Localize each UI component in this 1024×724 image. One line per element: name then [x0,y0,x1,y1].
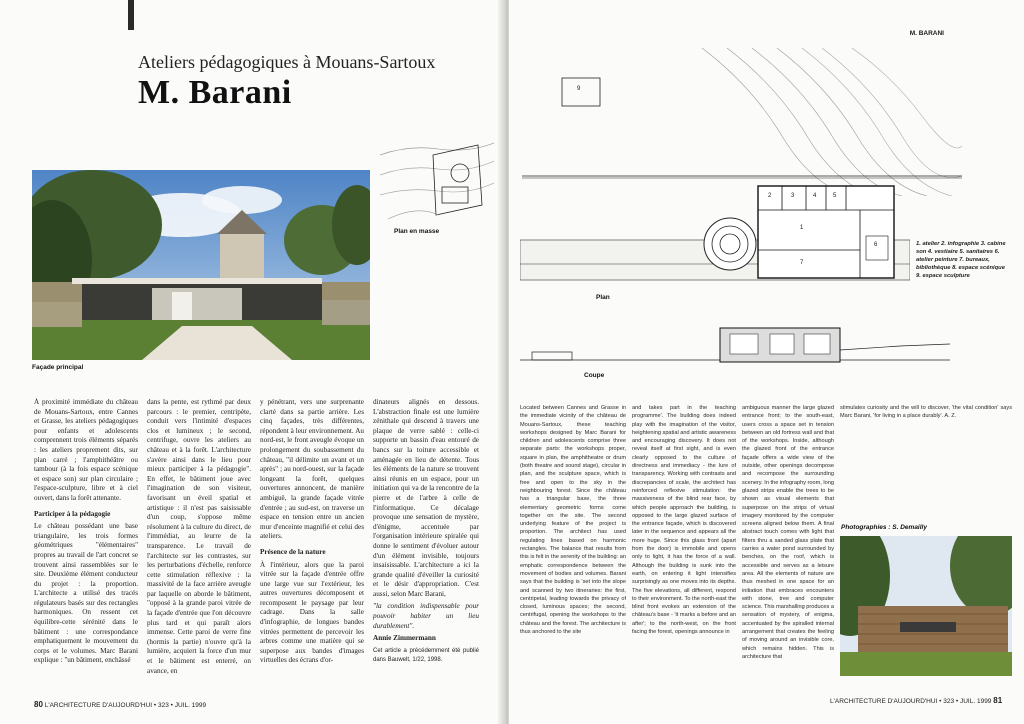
english-column-1: Located between Cannes and Grasse in the immediate vicinity of the château de Mouans-Sartoux, these teaching workshops designed by Marc Barani for children and adolescents comprise three separate parts: the workshops proper, square in plan, the amphitheatre or drum (both theatre and sound stage), circular in plan, and the sculpture space, which is free and open to the sky in the neighbouring forest. Since the château has a triangular base, the three elementary geometric forms come together on the site. The second underlying feature of the project is proportion. The architect has used regulating lines based on harmonic rectangles. The balance that results from this is felt in the serenity of the building: an emphatic correspondence between the movement of bodies and volumes. Barani says that the building is 'set into the slope and scanned by two itineraries: the first, centripetal, leading towards the privacy of closed, luminous spaces; the second, centrifugal, opening the workshops to the château and the forest. The architecture is thus anchored to the site [520,405,626,636]
text-column-4 [373,398,479,694]
plan-legend: 1. atelier 2. infographie 3. cabine son 4. vestiaire 5. sanitaires 6. atelier peinture 7. bureaux, bibliothèque 8. espace scénique 9. espace sculpture [916,241,1006,279]
article-title: Ateliers pédagogiques à Mouans-Sartoux [138,52,436,72]
photo-credit: Photographies : S. Demailly [841,524,927,531]
site-plan-drawing [522,46,962,196]
rear-facade-photo [840,536,1012,676]
page-folio-right [830,696,1002,705]
room-number: 2 [768,193,772,199]
page-folio-left [34,700,206,709]
text-column-2 [147,398,251,694]
page-number: 80 [34,700,43,709]
room-number: 1 [800,225,804,231]
page-number: 81 [993,696,1003,705]
english-column-4: stimulates curiosity and the will to discover, 'the vital condition' says Marc Barani, 'for living in a place durably'. A. Z. [840,405,1012,420]
mass-plan-drawing [378,135,496,225]
source-note: Cet article a précédemment été publié dans Bauwelt, 1/22, 1998. [373,647,479,664]
english-column-3: ambiguous manner the large glazed entrance front; to the south-east, users cross a space set in tension between an old fortress wall and that of the workshops. Inside, although the glazed front of the entrance façade offers a wide view of the outside, other openings decompose and recompose the surrounding scenery. In the infography room, long glazed strips enable the trees to be shown as visual elements that superpose on the strips of virtual imagery monitored by the computer screens aligned below them. A final abstract touch comes with light that filters thru a sanded glass plate that carries a water pond surrounded by benches, on the roof, which is accessible and serves as a leisure area. All the elements of nature are thus meshed in one space for an initiation that embraces encounters with stone, tree and computer science. This marshalling produces a sensation of mystery, of enigma, accentuated by the spiralled internal arrangement that creates the feeling of moving around an invisible core, which remains hidden. This is architecture that [742,405,834,660]
room-number: 6 [874,242,878,248]
paragraph: dans la pente, est rythmé par deux parcours : le premier, centripète, conduit vers l'intimité d'espaces clos et lumineux ; le second, centrifuge, ouvre les ateliers au château et à la forêt. L'architecture s'avère ainsi dans le lieu pour mieux participer à la pédagogie". En effet, le bâtiment joue avec l'imagination de son visiteur, favorisant un éveil spatial et artistique : il n'est pas saisissable d'un coup, s'oppose même résolument à la culture du direct, de l'immédiat, au leurre de la transparence. Le travail de l'architecte sur les contrastes, sur les perturbations d'échelle, renforce cette stimulation réflexive : la massivité de la face arrière aveugle par laquelle on aborde le bâtiment, "opposé à la grande paroi vitrée de la façade d'entrée que l'on découvre plus tard et qui paraît alors immense. Cette paroi de verre fine (hormis la partie) n'ouvre qu'à la lumière, acquiert la force d'un mur et le bâtiment est enterré, on avance, en [147,398,251,675]
magazine-name: L'ARCHITECTURE D'AUJOURD'HUI • 323 • JUIL. 1999 [44,702,207,709]
section-marker [128,0,134,30]
room-number: 5 [833,193,837,199]
photo-caption: Façade principal [32,364,84,371]
quote: "la condition indispensable pour pouvoir habiter un lieu durablement". [373,602,479,630]
plan-caption: Plan [596,294,610,301]
magazine-name: L'ARCHITECTURE D'AUJOURD'HUI • 323 • JUIL. 1999 [830,698,992,705]
text-column-1 [34,398,138,694]
paragraph: À l'intérieur, alors que la paroi vitrée sur la façade d'entrée offre une large vue sur l'extérieur, les autres ouvertures décomposent et recomposent le paysage par leur cadrage. Dans la salle d'infographie, de longues bandes vitrées permettent de percevoir les arbres comme une matière qui se superpose aux bandes d'images virtuelles des écrans d'or- [260,560,364,665]
paragraph: y pénétrant, vers une surprenante clarté dans sa partie arrière. Les cinq façades, très différentes, répondent à leur environnement. Au nord-est, le front aveugle évoque un prolongement du soubassement du château, "il délimite un avant et un après" ; au nord-ouest, sur la façade longeant la forêt, quelques ouvertures annoncent, de manière ambiguë, la grande façade vitrée d'entrée ; au sud-est, on traverse un espace en tension entre un ancien mur d'enceinte magnifié et celui des ateliers. [260,398,364,541]
subheading: Présence de la nature [260,547,326,556]
text-column-3 [260,398,364,694]
paragraph: Le château possédant une base triangulaire, les trois formes géométriques "élémentaires" propres au travail de l'art concret se trouvent ainsi rassemblées sur le site. Deuxième élément conducteur du projet : la proportion. L'architecte a utilisé des tracés régulateurs basés sur des rectangles harmoniques. On ressent cet équilibre-cette sérénité dans le bâtiment : une correspondance emphatiquement le mouvement du corps et le volumes. Marc Barani explique : "un bâtiment, enchâssé [34,522,138,665]
subheading: Participer à la pédagogie [34,509,111,518]
english-column-2: and takes part in the teaching programme'. The building does indeed play with the imagination of the visitor, heightening spatial and artistic awareness and encouraging discovery. It does not reveal itself at first sight, and is even clearly opposed to the culture of directness and immediacy - the lure of transparency. Working with contrasts and discrepancies of scale, the architect has reinforced reflexive stimulation: the massiveness of the blind rear face, by which people approach the building, is opposed to the large glazed surface of the entrance façade, which is discovered later in the sequence and appears all the more huge. Since this glass front (apart from the door) is immobile and opens only to light, it has the force of a wall. Although the building is sunk into the earth, on entering it light intensifies surprisingly as one moves into its depths. The five elevations, all different, respond to their environment. To the north-east the blind front evokes an extension of the château's base - 'it marks a before and an after'; to the north-west, on the front facing the forest, openings announce in [632,405,736,636]
site-plan-number: 9 [577,86,581,92]
room-number: 7 [800,260,804,266]
room-number: 4 [813,193,817,199]
section-drawing [520,320,950,370]
paragraph: À proximité immédiate du château de Mouans-Sartoux, entre Cannes et Grasse, les ateliers pédagogiques pour enfants et adolescents comprennent trois éléments séparés : les ateliers proprement dits, sur plan carré ; l'amphithéâtre ou tambour (à la fois espace scénique et espace son) sur plan circulaire ; l'espace-sculpture, libre et à ciel ouvert, dans la forêt attenante. [34,398,138,502]
section-caption: Coupe [584,372,605,379]
floor-plan-drawing [520,180,910,292]
left-page [0,0,505,724]
author-signature: Annie Zimmermann [373,634,436,643]
facade-photo [32,170,370,360]
mass-plan-caption: Plan en masse [394,228,440,235]
paragraph: dinateurs alignés en dessous. L'abstraction finale est une lumière zénithale qui descend à travers une plaque de verre sablé : celle-ci supporte un bassin d'eau entouré de bancs sur la toiture accessible et aménagée en lieu de détente. Tous les éléments de la nature se trouvent ainsi réunis en un espace, pour un initiation qui va de la rencontre de la pierre et de l'arbre à celle de l'informatique. Ce décalage provoque une sensation de mystère, d'énigme, accentuée par l'organisation intérieure spiralée qui donne le sentiment d'évoluer autour d'un élément invisible, toujours insaisissable. L'architecture a ici la grande qualité d'éveiller la curiosité et le désir d'appropriation. C'est aussi, selon Marc Barani, [373,398,479,598]
room-number: 3 [791,193,795,199]
architect-name: M. Barani [138,74,292,111]
running-head: M. BARANI [909,30,944,37]
